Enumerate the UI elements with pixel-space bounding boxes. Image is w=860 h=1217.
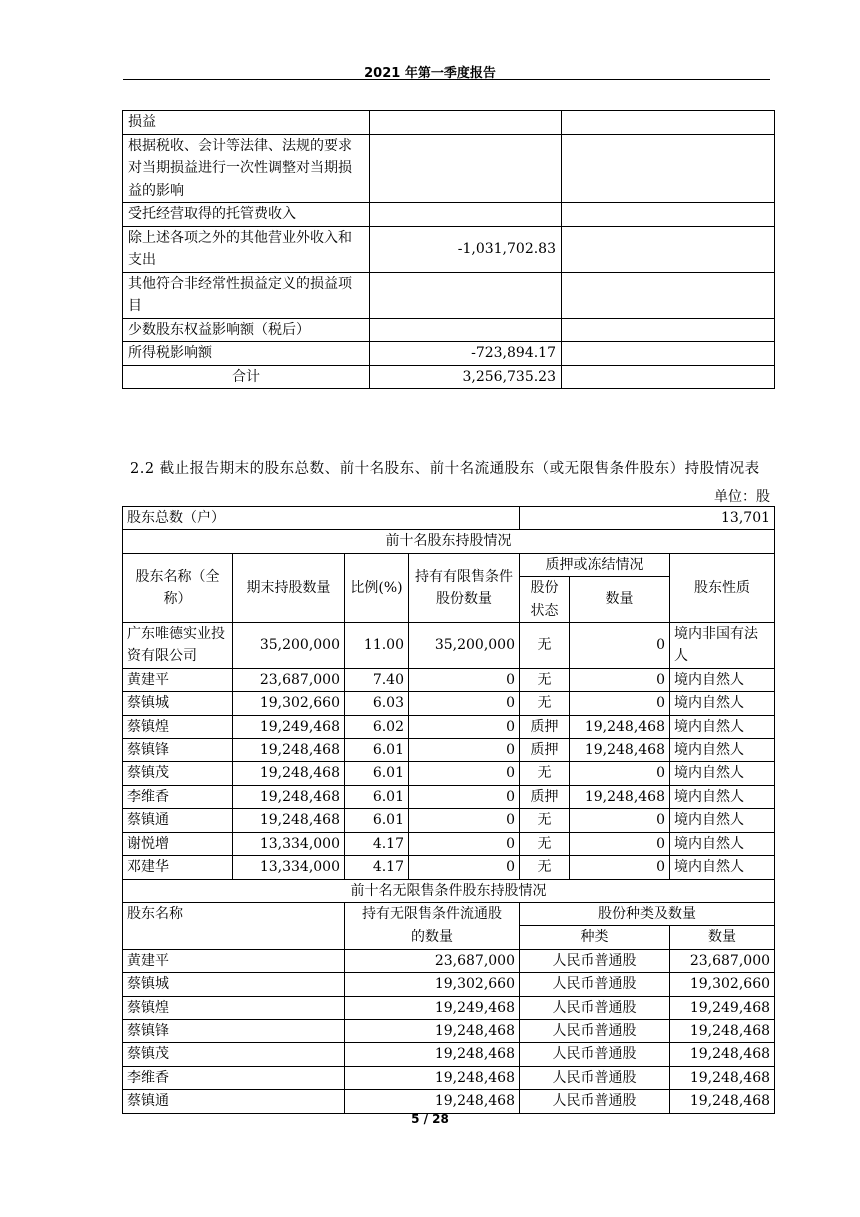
holder-pledge-qty: 19,248,468 xyxy=(570,785,670,808)
unrestricted-type-qty: 19,248,468 xyxy=(670,1043,775,1066)
holder-nature: 境内自然人 xyxy=(670,785,775,808)
holder-shares: 35,200,000 xyxy=(233,623,345,669)
item-amount: -723,894.17 xyxy=(370,342,562,366)
header-nature: 股东性质 xyxy=(670,553,775,622)
table-row xyxy=(123,762,775,785)
item-note xyxy=(562,111,775,135)
table-row xyxy=(123,1043,775,1066)
report-title: 2021 年第一季度报告 xyxy=(364,66,496,81)
uheader-type: 种类 xyxy=(520,926,670,949)
holder-shares: 19,248,468 xyxy=(233,739,345,762)
holder-shares: 19,248,468 xyxy=(233,785,345,808)
holder-pledge-qty: 0 xyxy=(570,762,670,785)
table-row xyxy=(123,856,775,879)
section-title: 2.2 截止报告期末的股东总数、前十名股东、前十名流通股东（或无限售条件股东）持股情况表 xyxy=(130,461,760,477)
holder-nature: 境内非国有法人 xyxy=(670,623,775,669)
holder-ratio: 4.17 xyxy=(345,856,409,879)
unrestricted-type: 人民币普通股 xyxy=(520,1066,670,1089)
holder-restricted: 0 xyxy=(409,856,520,879)
holder-nature: 境内自然人 xyxy=(670,762,775,785)
uheader-qty-line2: 的数量 xyxy=(411,928,453,945)
item-note xyxy=(562,134,775,203)
shareholders-table xyxy=(122,506,775,1114)
unrestricted-type-qty: 19,248,468 xyxy=(670,1066,775,1089)
holder-pledge-qty: 0 xyxy=(570,623,670,669)
holder-restricted: 0 xyxy=(409,715,520,738)
total-note xyxy=(562,365,775,389)
holder-pledge-qty: 0 xyxy=(570,692,670,715)
table-row xyxy=(123,832,775,855)
nonrecurring-items-table xyxy=(122,110,775,389)
holder-restricted: 0 xyxy=(409,832,520,855)
total-shareholders-label: 股东总数（户） xyxy=(123,507,520,530)
item-note xyxy=(562,318,775,342)
table-row xyxy=(123,973,775,996)
unrestricted-name: 蔡镇煌 xyxy=(123,996,345,1019)
holder-shares: 19,248,468 xyxy=(233,762,345,785)
unrestricted-qty: 19,248,468 xyxy=(345,1043,520,1066)
unrestricted-name: 蔡镇茂 xyxy=(123,1043,345,1066)
holder-name: 蔡镇城 xyxy=(123,692,233,715)
holder-restricted: 35,200,000 xyxy=(409,623,520,669)
holder-name: 蔡镇茂 xyxy=(123,762,233,785)
holder-nature: 境内自然人 xyxy=(670,832,775,855)
table-row xyxy=(123,272,775,318)
unrestricted-type: 人民币普通股 xyxy=(520,949,670,972)
item-note xyxy=(562,342,775,366)
holder-pledge-qty: 0 xyxy=(570,668,670,691)
table-row xyxy=(123,809,775,832)
unrestricted-qty: 19,249,468 xyxy=(345,996,520,1019)
item-amount xyxy=(370,134,562,203)
top10-title: 前十名股东持股情况 xyxy=(123,530,775,553)
holder-pledge-status: 质押 xyxy=(520,739,570,762)
uheader-name: 股东名称 xyxy=(123,902,345,949)
unrestricted-qty: 19,302,660 xyxy=(345,973,520,996)
unrestricted-type: 人民币普通股 xyxy=(520,996,670,1019)
unrestricted-type: 人民币普通股 xyxy=(520,1043,670,1066)
holder-shares: 19,248,468 xyxy=(233,809,345,832)
item-amount xyxy=(370,111,562,135)
holder-pledge-status: 无 xyxy=(520,762,570,785)
table-row xyxy=(123,949,775,972)
unrestricted-type-qty: 19,248,468 xyxy=(670,1090,775,1113)
holder-nature: 境内自然人 xyxy=(670,856,775,879)
item-label: 损益 xyxy=(123,111,370,135)
table-row xyxy=(123,226,775,272)
item-note xyxy=(562,226,775,272)
holder-restricted: 0 xyxy=(409,809,520,832)
item-note xyxy=(562,203,775,227)
holder-shares: 13,334,000 xyxy=(233,832,345,855)
header-pledge-status: 股份状态 xyxy=(520,577,570,623)
item-label: 除上述各项之外的其他营业外收入和支出 xyxy=(123,226,370,272)
holder-name: 黄建平 xyxy=(123,668,233,691)
holder-ratio: 6.02 xyxy=(345,715,409,738)
holder-pledge-status: 无 xyxy=(520,692,570,715)
holder-pledge-qty: 19,248,468 xyxy=(570,739,670,762)
table-row xyxy=(123,785,775,808)
holder-ratio: 6.03 xyxy=(345,692,409,715)
holder-pledge-status: 无 xyxy=(520,668,570,691)
unrestricted-qty: 19,248,468 xyxy=(345,1019,520,1042)
header-name: 股东名称（全称） xyxy=(123,553,233,622)
holder-shares: 19,249,468 xyxy=(233,715,345,738)
table-row xyxy=(123,111,775,135)
unrestricted-type: 人民币普通股 xyxy=(520,1019,670,1042)
holder-ratio: 6.01 xyxy=(345,809,409,832)
unrestricted-name: 蔡镇通 xyxy=(123,1090,345,1113)
unrestricted-qty: 23,687,000 xyxy=(345,949,520,972)
holder-name: 李维香 xyxy=(123,785,233,808)
table-row xyxy=(123,715,775,738)
holder-ratio: 6.01 xyxy=(345,785,409,808)
holder-restricted: 0 xyxy=(409,739,520,762)
uheader-qty-line1: 持有无限售条件流通股 xyxy=(362,906,502,923)
table-row xyxy=(123,203,775,227)
holder-nature: 境内自然人 xyxy=(670,739,775,762)
unrestricted-title: 前十名无限售条件股东持股情况 xyxy=(123,879,775,902)
table-row xyxy=(123,668,775,691)
unrestricted-type-qty: 23,687,000 xyxy=(670,949,775,972)
holder-nature: 境内自然人 xyxy=(670,809,775,832)
table-row xyxy=(123,623,775,669)
table-row xyxy=(123,739,775,762)
table-row xyxy=(123,134,775,203)
holder-shares: 13,334,000 xyxy=(233,856,345,879)
table-row xyxy=(123,318,775,342)
item-label: 受托经营取得的托管费收入 xyxy=(123,203,370,227)
unrestricted-type: 人民币普通股 xyxy=(520,1090,670,1113)
holder-ratio: 6.01 xyxy=(345,762,409,785)
item-label: 其他符合非经常性损益定义的损益项目 xyxy=(123,272,370,318)
holder-name: 广东唯德实业投资有限公司 xyxy=(123,623,233,669)
holder-restricted: 0 xyxy=(409,762,520,785)
holder-name: 蔡镇锋 xyxy=(123,739,233,762)
holder-pledge-qty: 0 xyxy=(570,832,670,855)
holder-shares: 19,302,660 xyxy=(233,692,345,715)
unrestricted-type-qty: 19,249,468 xyxy=(670,996,775,1019)
unrestricted-name: 蔡镇锋 xyxy=(123,1019,345,1042)
item-label: 少数股东权益影响额（税后） xyxy=(123,318,370,342)
uheader-type-group: 股份种类及数量 xyxy=(520,902,775,925)
header-shares: 期末持股数量 xyxy=(233,553,345,622)
holder-name: 蔡镇煌 xyxy=(123,715,233,738)
holder-pledge-qty: 0 xyxy=(570,856,670,879)
item-amount xyxy=(370,318,562,342)
holder-restricted: 0 xyxy=(409,668,520,691)
table-row xyxy=(123,692,775,715)
holder-ratio: 6.01 xyxy=(345,739,409,762)
holder-nature: 境内自然人 xyxy=(670,668,775,691)
holder-ratio: 4.17 xyxy=(345,832,409,855)
holder-name: 谢悦增 xyxy=(123,832,233,855)
unrestricted-type-qty: 19,248,468 xyxy=(670,1019,775,1042)
item-label: 根据税收、会计等法律、法规的要求对当期损益进行一次性调整对当期损益的影响 xyxy=(123,134,370,203)
holder-pledge-status: 无 xyxy=(520,856,570,879)
holder-pledge-status: 无 xyxy=(520,832,570,855)
unrestricted-qty: 19,248,468 xyxy=(345,1090,520,1113)
holder-name: 邓建华 xyxy=(123,856,233,879)
unrestricted-qty: 19,248,468 xyxy=(345,1066,520,1089)
holder-nature: 境内自然人 xyxy=(670,715,775,738)
unit-label: 单位：股 xyxy=(714,489,770,505)
holder-pledge-qty: 0 xyxy=(570,809,670,832)
table-row xyxy=(123,1090,775,1113)
total-row xyxy=(123,365,775,389)
uheader-type-qty: 数量 xyxy=(670,926,775,949)
holder-name: 蔡镇通 xyxy=(123,809,233,832)
unrestricted-name: 李维香 xyxy=(123,1066,345,1089)
holder-ratio: 11.00 xyxy=(345,623,409,669)
table-row xyxy=(123,1019,775,1042)
total-label: 合计 xyxy=(123,365,370,389)
total-amount: 3,256,735.23 xyxy=(370,365,562,389)
unrestricted-type: 人民币普通股 xyxy=(520,973,670,996)
item-note xyxy=(562,272,775,318)
header-restricted: 持有有限售条件股份数量 xyxy=(409,553,520,622)
table-row xyxy=(123,342,775,366)
total-shareholders-value: 13,701 xyxy=(520,507,775,530)
holder-restricted: 0 xyxy=(409,785,520,808)
holder-pledge-status: 质押 xyxy=(520,785,570,808)
item-amount xyxy=(370,203,562,227)
item-amount: -1,031,702.83 xyxy=(370,226,562,272)
page-number: 5 / 28 xyxy=(411,1112,449,1126)
header-pledge-group: 质押或冻结情况 xyxy=(520,553,670,576)
table-row xyxy=(123,1066,775,1089)
holder-pledge-qty: 19,248,468 xyxy=(570,715,670,738)
holder-shares: 23,687,000 xyxy=(233,668,345,691)
unrestricted-name: 蔡镇城 xyxy=(123,973,345,996)
item-amount xyxy=(370,272,562,318)
holder-nature: 境内自然人 xyxy=(670,692,775,715)
unrestricted-type-qty: 19,302,660 xyxy=(670,973,775,996)
holder-pledge-status: 无 xyxy=(520,623,570,669)
header-pledge-qty: 数量 xyxy=(570,577,670,623)
unrestricted-name: 黄建平 xyxy=(123,949,345,972)
table-row xyxy=(123,996,775,1019)
holder-pledge-status: 质押 xyxy=(520,715,570,738)
header-ratio: 比例(%) xyxy=(345,553,409,622)
holder-ratio: 7.40 xyxy=(345,668,409,691)
header-rule xyxy=(123,79,770,80)
uheader-qty xyxy=(345,902,520,949)
holder-restricted: 0 xyxy=(409,692,520,715)
item-label: 所得税影响额 xyxy=(123,342,370,366)
holder-pledge-status: 无 xyxy=(520,809,570,832)
